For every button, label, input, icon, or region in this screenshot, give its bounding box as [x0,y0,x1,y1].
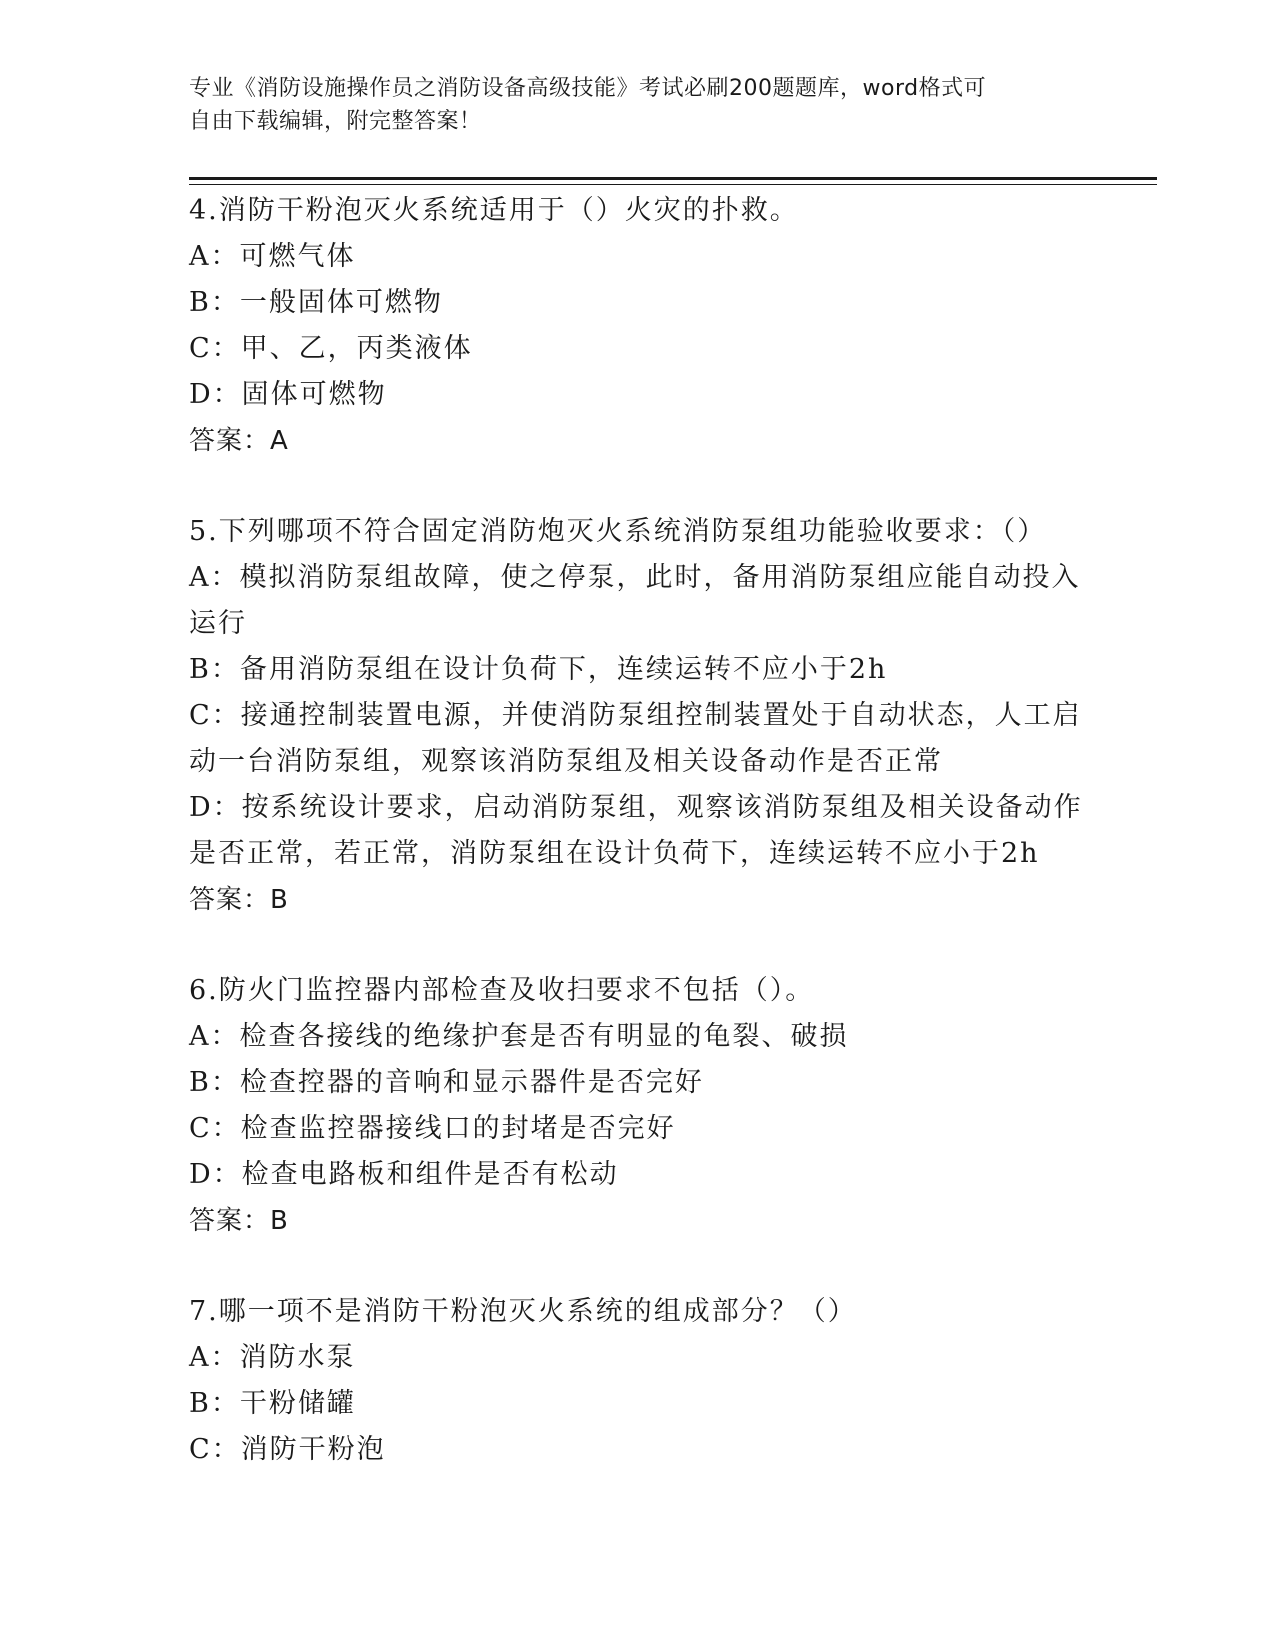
header-rule-thin [189,184,1157,185]
option-c: C：接通控制装置电源，并使消防泵组控制装置处于自动状态，人工启 [189,700,1082,731]
option-d: D：按系统设计要求，启动消防泵组，观察该消防泵组及相关设备动作 [189,792,1083,823]
option-d: D：检查电路板和组件是否有松动 [189,1159,619,1190]
option-b: B：检查控器的音响和显示器件是否完好 [189,1067,704,1098]
question-stem: 7.哪一项不是消防干粉泡灭火系统的组成部分？（） [189,1296,857,1327]
option-a: A：消防水泵 [189,1342,356,1373]
header-rule-thick [189,177,1157,180]
option-d-continued: 是否正常，若正常，消防泵组在设计负荷下，连续运转不应小于2h [189,838,1040,869]
option-b: B：备用消防泵组在设计负荷下，连续运转不应小于2h [189,654,888,685]
question-7 [189,1289,1089,1473]
option-a-continued: 运行 [189,608,247,639]
answer: 答案：B [189,1206,289,1236]
option-a: A：检查各接线的绝缘护套是否有明显的龟裂、破损 [189,1021,849,1052]
option-a: A：模拟消防泵组故障，使之停泵，此时，备用消防泵组应能自动投入 [189,562,1081,593]
option-a: A：可燃气体 [189,241,356,272]
option-b: B：干粉储罐 [189,1388,356,1419]
document-header [189,72,1089,138]
question-stem: 5.下列哪项不符合固定消防炮灭火系统消防泵组功能验收要求：（） [189,516,1047,547]
question-stem: 4.消防干粉泡灭火系统适用于（）火灾的扑救。 [189,195,799,226]
question-5 [189,509,1089,923]
option-c-continued: 动一台消防泵组，观察该消防泵组及相关设备动作是否正常 [189,746,943,777]
question-4 [189,188,1089,464]
answer: 答案：B [189,885,289,915]
header-line-2: 自由下载编辑，附完整答案！ [189,109,482,134]
option-b: B：一般固体可燃物 [189,287,443,318]
answer: 答案：A [189,426,289,456]
option-c: C：消防干粉泡 [189,1434,386,1465]
option-d: D：固体可燃物 [189,379,387,410]
header-line-1: 专业《消防设施操作员之消防设备高级技能》考试必刷200题题库，word格式可 [189,76,987,101]
question-stem: 6.防火门监控器内部检查及收扫要求不包括（）。 [189,975,815,1006]
option-c: C：甲、乙，丙类液体 [189,333,473,364]
question-6 [189,968,1089,1244]
option-c: C：检查监控器接线口的封堵是否完好 [189,1113,676,1144]
question-list [189,188,1089,1518]
